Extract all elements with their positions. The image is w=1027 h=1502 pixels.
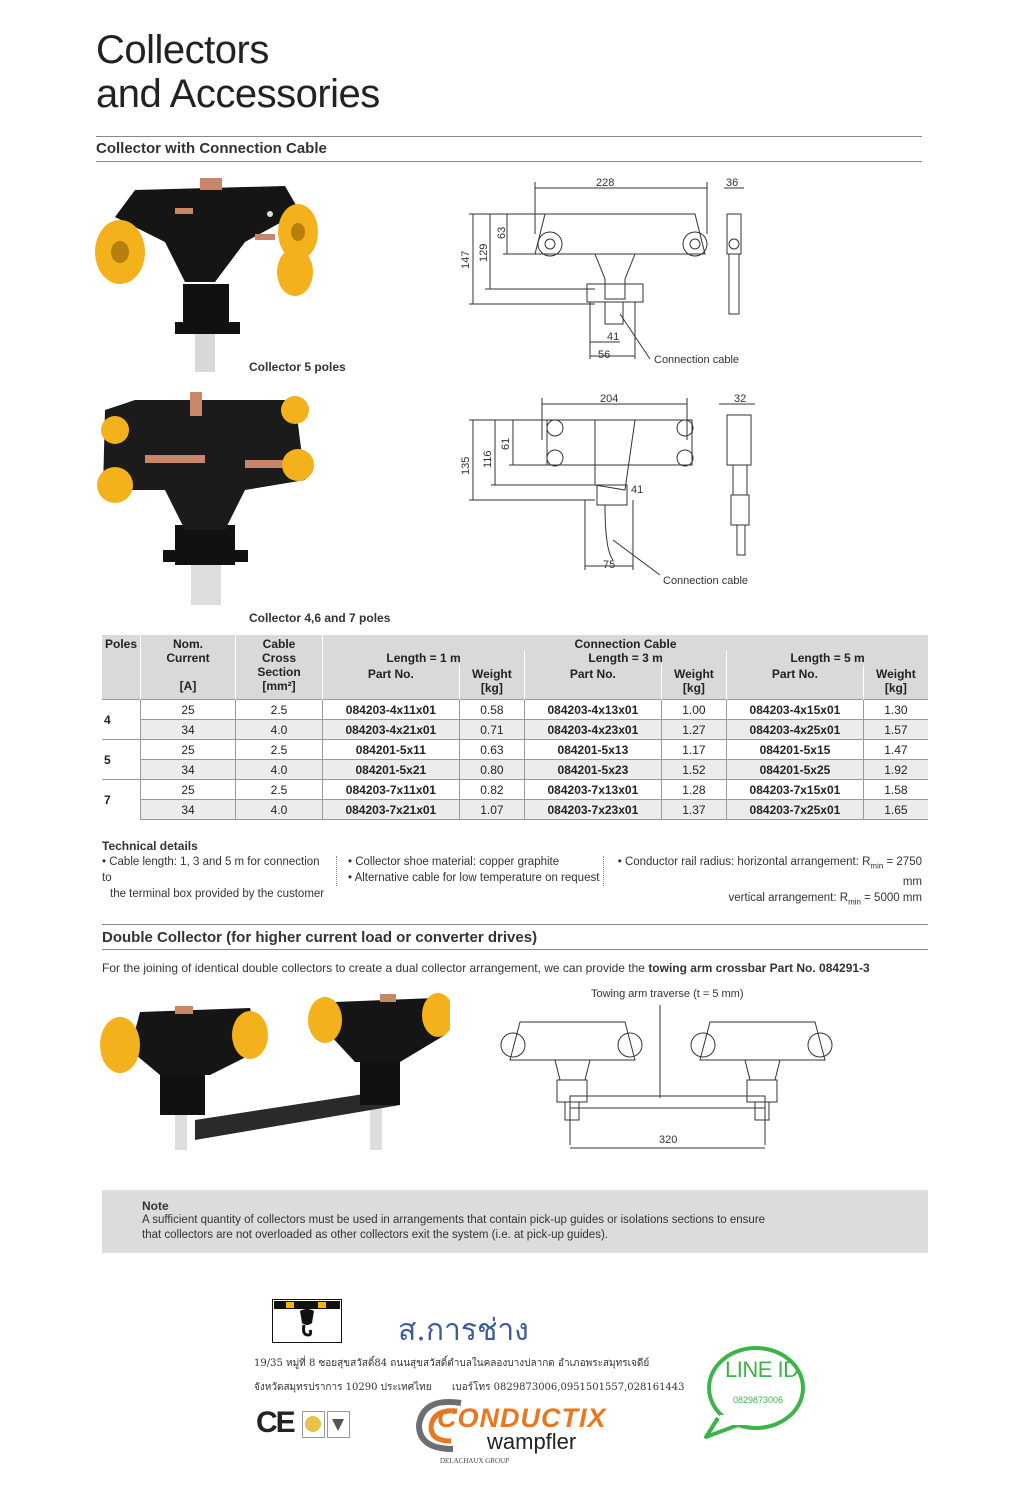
double-collector-intro [102,961,870,975]
current-cell: 34 [141,760,236,780]
title-line-2: and Accessories [96,72,380,116]
current-cell: 25 [141,700,236,720]
svg-text:Connection cable: Connection cable [654,354,740,366]
company-name: ส.การช่าง [398,1313,529,1348]
certification-logos [302,1411,350,1439]
current-cell: 34 [141,720,236,740]
intro-part-no: towing arm crossbar Part No. 084291-3 [648,961,870,975]
table-row [102,720,928,740]
table-row [102,780,928,800]
weight-cell: 0.71 [459,720,524,740]
note-text-2: that collectors are not overloaded as other collectors exit the system (i.e. at pick-up guides). [142,1229,608,1241]
part-no-cell: 084201-5x21 [323,760,460,780]
svg-text:56: 56 [598,349,611,361]
svg-text:228: 228 [596,177,615,189]
company-address-2: จังหวัดสมุทรปราการ 10290 ประเทศไทย [254,1382,432,1393]
collector-467-poles-drawing [455,390,775,595]
tech-text: the terminal box provided by the customer [110,888,325,900]
weight-cell: 0.63 [459,740,524,760]
svg-text:129: 129 [478,243,490,262]
svg-text:41: 41 [631,484,644,496]
weight-cell: 1.28 [661,780,726,800]
section-title-collector-cable: Collector with Connection Cable [96,140,327,157]
col-header-length5: Length = 5 m [727,651,928,665]
section-cell: 4.0 [236,760,323,780]
weight-cell: 1.37 [661,800,726,820]
weight-cell: 0.80 [459,760,524,780]
collector-5-poles-photo [95,172,320,372]
table-row [102,740,928,760]
poles-cell: 4 [102,700,141,740]
title-line-1: Collectors [96,28,269,72]
svg-text:147: 147 [460,250,472,269]
weight-cell: 1.65 [863,800,928,820]
table-row [102,760,928,780]
weight-cell: 1.47 [863,740,928,760]
svg-text:63: 63 [496,226,508,239]
company-address-1: 19/35 หมู่ที่ 8 ซอยสุขสวัสดิ์84 ถนนสุขสวัสดิ์ตำบลในคลองบางปลากด อำเภอพระสมุทรเจดีย์ [254,1358,650,1369]
technical-col-2 [348,854,599,886]
svg-text:135: 135 [460,456,472,475]
weight-cell: 1.92 [863,760,928,780]
company-logo [272,1299,342,1343]
col-header-nom-current: Nom. Current [A] [141,635,236,700]
divider [102,949,928,950]
note-title: Note [142,1199,169,1213]
divider [102,924,928,925]
double-collector-photo [100,990,450,1150]
line-id-label: LINE ID [725,1357,799,1382]
weight-cell: 1.00 [661,700,726,720]
col-header-length3: Length = 3 m [525,651,727,665]
part-no-cell: 084203-4x25x01 [727,720,864,740]
divider [336,856,338,886]
brand-conductix: CONDUCTIX [437,1403,607,1433]
svg-text:32: 32 [734,393,747,405]
double-collector-drawing [495,1000,840,1150]
poles-cell: 5 [102,740,141,780]
col-header-cable-cross: Cable Cross Section [mm²] [236,635,323,700]
current-cell: 25 [141,780,236,800]
divider [96,161,922,162]
collector-5-poles-drawing [455,174,775,374]
current-cell: 34 [141,800,236,820]
intro-text: For the joining of identical double collectors to create a dual collector arrangement, we can provide the [102,961,649,975]
part-no-cell: 084201-5x13 [525,740,662,760]
table-row [102,700,928,720]
svg-text:116: 116 [482,450,494,468]
tech-text: min [848,897,861,907]
col-header-weight: Weight [kg] [459,665,524,700]
dim-320: 320 [659,1134,678,1146]
tech-text: • Conductor rail radius: horizontal arrangement: R [617,856,871,868]
technical-col-1 [102,854,332,902]
tech-text: • Alternative cable for low temperature on request [348,872,600,884]
section-title-double-collector: Double Collector (for higher current load or converter drives) [102,929,538,946]
caption-collector-5-poles: Collector 5 poles [249,360,346,374]
table-row [102,800,928,820]
weight-cell: 1.30 [863,700,928,720]
col-header-connection-cable: Connection Cable [323,635,928,651]
part-no-cell: 084201-5x23 [525,760,662,780]
col-header-weight: Weight [kg] [863,665,928,700]
section-cell: 4.0 [236,720,323,740]
part-no-cell: 084203-4x15x01 [727,700,864,720]
col-header-length1: Length = 1 m [323,651,525,665]
tech-text: = 5000 mm [860,892,922,905]
tech-text: = 2750 mm [883,856,922,889]
svg-text:Connection cable: Connection cable [663,575,749,587]
svg-text:75: 75 [603,559,616,571]
weight-cell: 0.82 [459,780,524,800]
col-header-poles: Poles [102,635,141,700]
part-no-cell: 084203-4x21x01 [323,720,460,740]
weight-cell: 1.52 [661,760,726,780]
part-no-cell: 084203-7x11x01 [323,780,460,800]
collector-467-poles-photo [95,390,320,605]
svg-text:36: 36 [726,177,739,189]
company-phone: เบอร์โทร 0829873006,0951501557,028161443 [452,1382,685,1393]
tech-text: min [870,861,884,871]
line-id-number: 0829873006 [733,1395,784,1405]
part-no-cell: 084203-4x13x01 [525,700,662,720]
part-no-cell: 084203-7x25x01 [727,800,864,820]
col-header-part-no: Part No. [727,665,864,700]
part-no-cell: 084203-4x11x01 [323,700,460,720]
part-no-cell: 084201-5x25 [727,760,864,780]
part-no-cell: 084203-7x13x01 [525,780,662,800]
weight-cell: 1.27 [661,720,726,740]
note-box [102,1190,928,1253]
section-cell: 4.0 [236,800,323,820]
brand-wampfler: wampfler [487,1429,577,1454]
part-no-cell: 084203-7x21x01 [323,800,460,820]
svg-text:204: 204 [600,393,619,405]
tech-text: • Cable length: 1, 3 and 5 m for connection to [102,856,320,884]
divider [603,856,605,886]
current-cell: 25 [141,740,236,760]
svg-text:61: 61 [500,437,512,450]
weight-cell: 1.17 [661,740,726,760]
part-no-cell: 084203-7x23x01 [525,800,662,820]
col-header-part-no: Part No. [525,665,662,700]
technical-col-3 [612,854,922,911]
brand-delachaux: DELACHAUX GROUP [440,1457,510,1465]
tech-text: • Collector shoe material: copper graphite [348,856,560,868]
weight-cell: 1.58 [863,780,928,800]
weight-cell: 1.07 [459,800,524,820]
divider [96,136,922,137]
note-text-1: A sufficient quantity of collectors must be used in arrangements that contain pick-up guides or isolations sections to ensure [142,1214,766,1226]
page-title [96,28,380,116]
col-header-part-no: Part No. [323,665,460,700]
ce-mark: CE [256,1406,294,1439]
section-cell: 2.5 [236,780,323,800]
collector-spec-table [102,635,928,820]
technical-details-title: Technical details [102,839,198,853]
col-header-weight: Weight [kg] [661,665,726,700]
section-cell: 2.5 [236,700,323,720]
weight-cell: 1.57 [863,720,928,740]
part-no-cell: 084201-5x15 [727,740,864,760]
section-cell: 2.5 [236,740,323,760]
part-no-cell: 084203-7x15x01 [727,780,864,800]
towing-arm-label: Towing arm traverse (t = 5 mm) [591,988,744,1000]
weight-cell: 0.58 [459,700,524,720]
part-no-cell: 084201-5x11 [323,740,460,760]
tech-text: vertical arrangement: R [728,892,849,905]
caption-collector-467-poles: Collector 4,6 and 7 poles [249,611,391,625]
poles-cell: 7 [102,780,141,820]
part-no-cell: 084203-4x23x01 [525,720,662,740]
svg-text:41: 41 [607,331,620,343]
